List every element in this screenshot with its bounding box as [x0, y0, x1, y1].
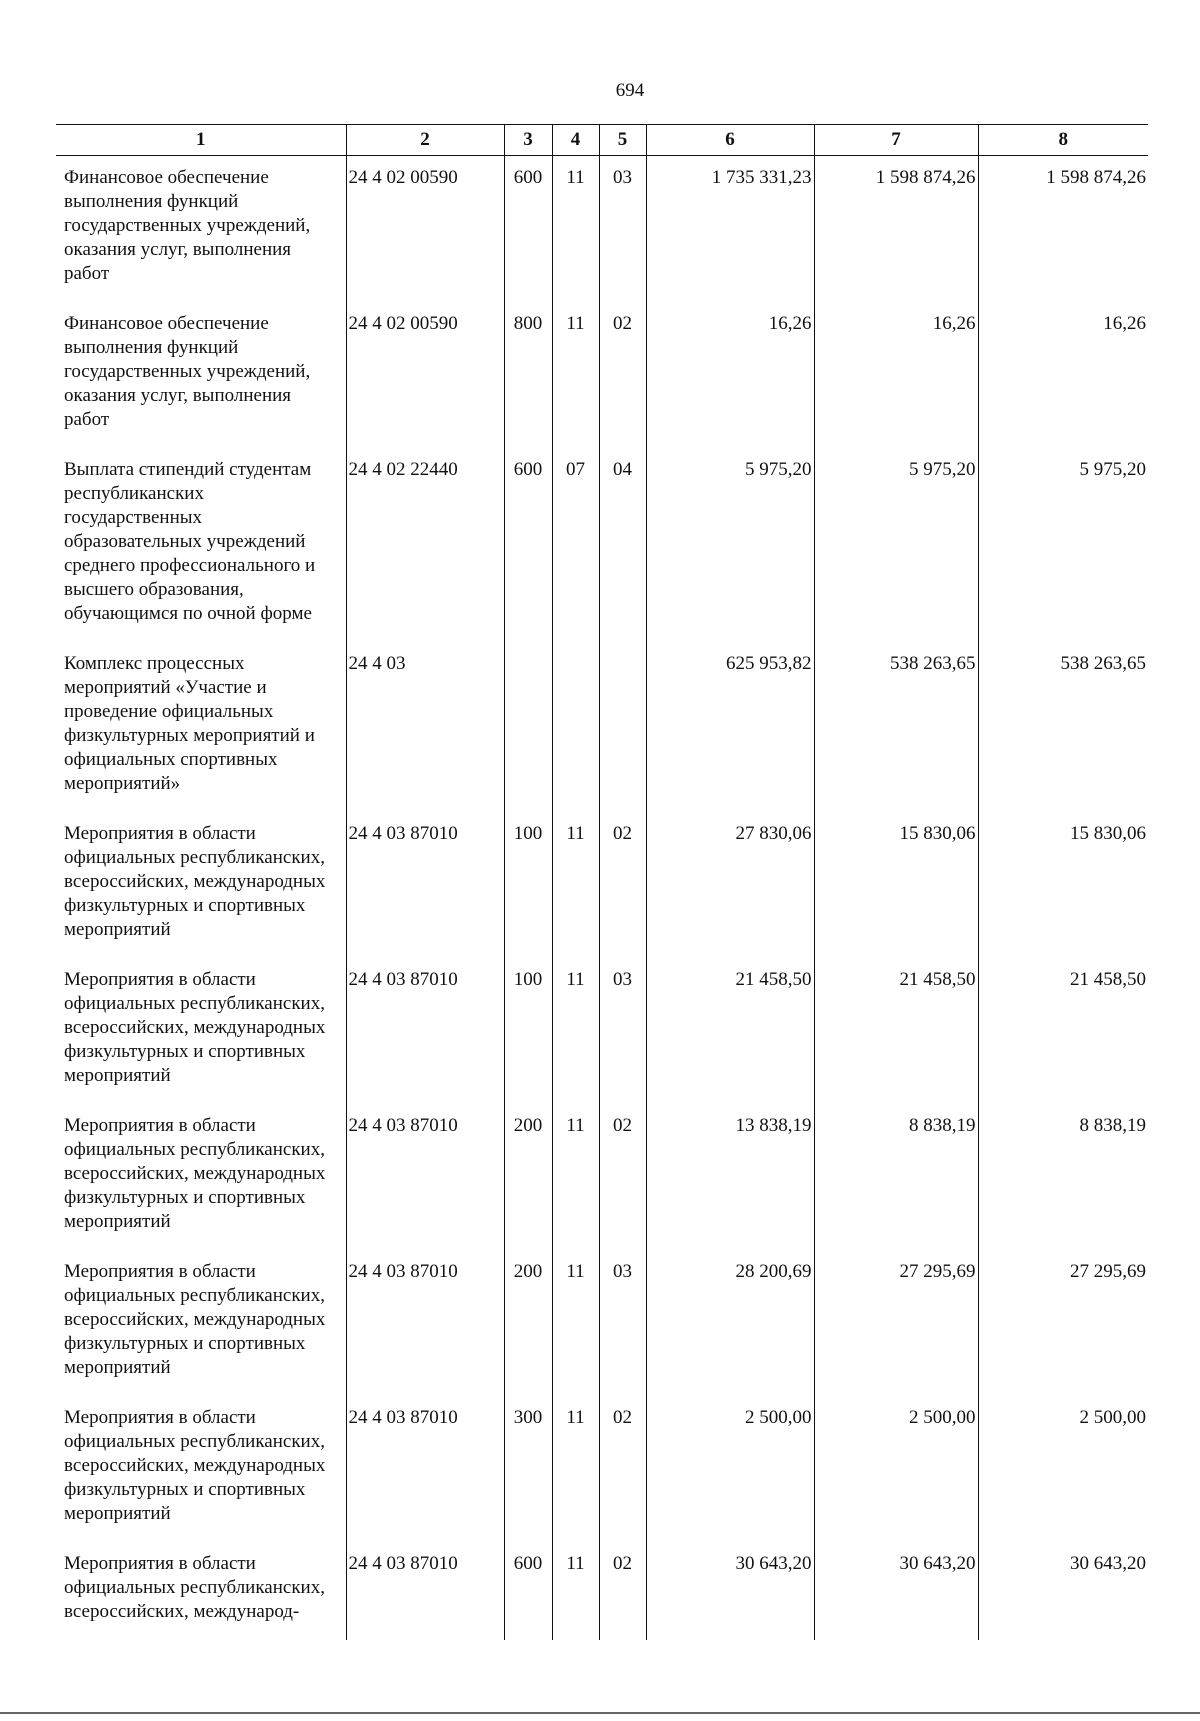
- row-amount-8: 1 598 874,26: [978, 156, 1148, 303]
- row-col-4: 11: [552, 1104, 599, 1250]
- row-amount-6: 625 953,82: [646, 642, 814, 812]
- table-row: [56, 302, 1148, 448]
- table-header: [56, 125, 1148, 156]
- row-col-5: 04: [599, 448, 646, 642]
- row-col-3: 600: [504, 156, 552, 303]
- row-name: Мероприятия в области официальных республиканских, всероссийских, международных физкультурных и спортивных мероприятий: [64, 1407, 326, 1524]
- row-amount-8: 30 643,20: [978, 1542, 1148, 1640]
- row-name: Комплекс процессных мероприятий «Участие и проведение официальных физкультурных мероприятий и официальных спортивных мероприятий»: [64, 653, 315, 794]
- row-amount-8: 538 263,65: [978, 642, 1148, 812]
- row-col-5: 02: [599, 1104, 646, 1250]
- row-amount-6: 30 643,20: [646, 1542, 814, 1640]
- row-amount-8: 2 500,00: [978, 1396, 1148, 1542]
- row-code: 24 4 03 87010: [346, 1104, 504, 1250]
- row-col-3: 600: [504, 1542, 552, 1640]
- row-amount-6: 13 838,19: [646, 1104, 814, 1250]
- row-name: Финансовое обеспечение выполнения функций государственных учреждений, оказания услуг, выполнения работ: [64, 167, 311, 284]
- header-col-6: 6: [646, 125, 814, 156]
- row-code: 24 4 03 87010: [346, 812, 504, 958]
- header-col-7: 7: [814, 125, 978, 156]
- table-row: [56, 156, 1148, 303]
- row-col-5: 02: [599, 302, 646, 448]
- row-col-4: [552, 642, 599, 812]
- table-row: [56, 812, 1148, 958]
- row-col-5: 03: [599, 1250, 646, 1396]
- row-name: Финансовое обеспечение выполнения функций государственных учреждений, оказания услуг, выполнения работ: [64, 313, 311, 430]
- table-row: [56, 958, 1148, 1104]
- row-col-3: 600: [504, 448, 552, 642]
- row-name: Мероприятия в области официальных республиканских, всероссийских, международных физкультурных и спортивных мероприятий: [64, 823, 326, 940]
- row-col-5: 02: [599, 1542, 646, 1640]
- row-amount-6: 27 830,06: [646, 812, 814, 958]
- row-amount-8: 8 838,19: [978, 1104, 1148, 1250]
- header-col-8: 8: [978, 125, 1148, 156]
- row-col-4: 11: [552, 1542, 599, 1640]
- row-name: Мероприятия в области официальных республиканских, всероссийских, международных физкультурных и спортивных мероприятий: [64, 969, 326, 1086]
- row-name: Мероприятия в области официальных республиканских, всероссийских, международ-: [64, 1553, 325, 1622]
- row-name: Выплата стипендий студентам республиканских государственных образовательных учреждений среднего профессионального и высшего образования, обучающимся по очной форме: [64, 459, 316, 624]
- row-amount-6: 16,26: [646, 302, 814, 448]
- page-bottom-rule: [0, 1712, 1200, 1714]
- row-amount-8: 16,26: [978, 302, 1148, 448]
- row-col-3: 100: [504, 958, 552, 1104]
- row-amount-7: 21 458,50: [814, 958, 978, 1104]
- row-col-3: 200: [504, 1250, 552, 1396]
- row-code: 24 4 02 00590: [346, 156, 504, 303]
- row-code: 24 4 03 87010: [346, 958, 504, 1104]
- table-row: [56, 1542, 1148, 1640]
- row-amount-7: 27 295,69: [814, 1250, 978, 1396]
- row-name: Мероприятия в области официальных республиканских, всероссийских, международных физкультурных и спортивных мероприятий: [64, 1261, 326, 1378]
- row-amount-8: 21 458,50: [978, 958, 1148, 1104]
- row-amount-7: 15 830,06: [814, 812, 978, 958]
- row-col-3: 100: [504, 812, 552, 958]
- row-col-5: [599, 642, 646, 812]
- row-code: 24 4 03: [346, 642, 504, 812]
- budget-table: [56, 124, 1148, 1640]
- row-amount-7: 538 263,65: [814, 642, 978, 812]
- budget-table-container: [56, 124, 1148, 1640]
- row-amount-7: 1 598 874,26: [814, 156, 978, 303]
- header-col-5: 5: [599, 125, 646, 156]
- table-row: [56, 1104, 1148, 1250]
- row-code: 24 4 02 22440: [346, 448, 504, 642]
- row-col-4: 11: [552, 302, 599, 448]
- row-amount-7: 2 500,00: [814, 1396, 978, 1542]
- row-amount-7: 5 975,20: [814, 448, 978, 642]
- row-code: 24 4 03 87010: [346, 1542, 504, 1640]
- row-col-3: 300: [504, 1396, 552, 1542]
- row-col-3: 200: [504, 1104, 552, 1250]
- header-col-3: 3: [504, 125, 552, 156]
- row-col-5: 02: [599, 1396, 646, 1542]
- row-amount-6: 5 975,20: [646, 448, 814, 642]
- row-amount-8: 27 295,69: [978, 1250, 1148, 1396]
- header-col-1: 1: [56, 125, 346, 156]
- header-row: [56, 125, 1148, 156]
- row-amount-8: 5 975,20: [978, 448, 1148, 642]
- page-number: 694: [615, 80, 645, 101]
- row-amount-6: 28 200,69: [646, 1250, 814, 1396]
- table-row: [56, 1250, 1148, 1396]
- row-amount-7: 30 643,20: [814, 1542, 978, 1640]
- row-amount-7: 16,26: [814, 302, 978, 448]
- header-col-4: 4: [552, 125, 599, 156]
- table-row: [56, 1396, 1148, 1542]
- table-row: [56, 448, 1148, 642]
- row-code: 24 4 02 00590: [346, 302, 504, 448]
- row-col-5: 03: [599, 958, 646, 1104]
- row-col-5: 02: [599, 812, 646, 958]
- row-col-4: 11: [552, 812, 599, 958]
- row-name: Мероприятия в области официальных республиканских, всероссийских, международных физкультурных и спортивных мероприятий: [64, 1115, 326, 1232]
- row-col-3: 800: [504, 302, 552, 448]
- row-amount-6: 1 735 331,23: [646, 156, 814, 303]
- row-amount-6: 21 458,50: [646, 958, 814, 1104]
- row-col-4: 11: [552, 156, 599, 303]
- row-code: 24 4 03 87010: [346, 1250, 504, 1396]
- table-row: [56, 642, 1148, 812]
- row-code: 24 4 03 87010: [346, 1396, 504, 1542]
- row-col-4: 11: [552, 1250, 599, 1396]
- row-col-4: 07: [552, 448, 599, 642]
- row-col-4: 11: [552, 958, 599, 1104]
- row-col-5: 03: [599, 156, 646, 303]
- row-amount-8: 15 830,06: [978, 812, 1148, 958]
- table-body: [56, 156, 1148, 1641]
- row-amount-6: 2 500,00: [646, 1396, 814, 1542]
- row-col-4: 11: [552, 1396, 599, 1542]
- header-col-2: 2: [346, 125, 504, 156]
- row-col-3: [504, 642, 552, 812]
- row-amount-7: 8 838,19: [814, 1104, 978, 1250]
